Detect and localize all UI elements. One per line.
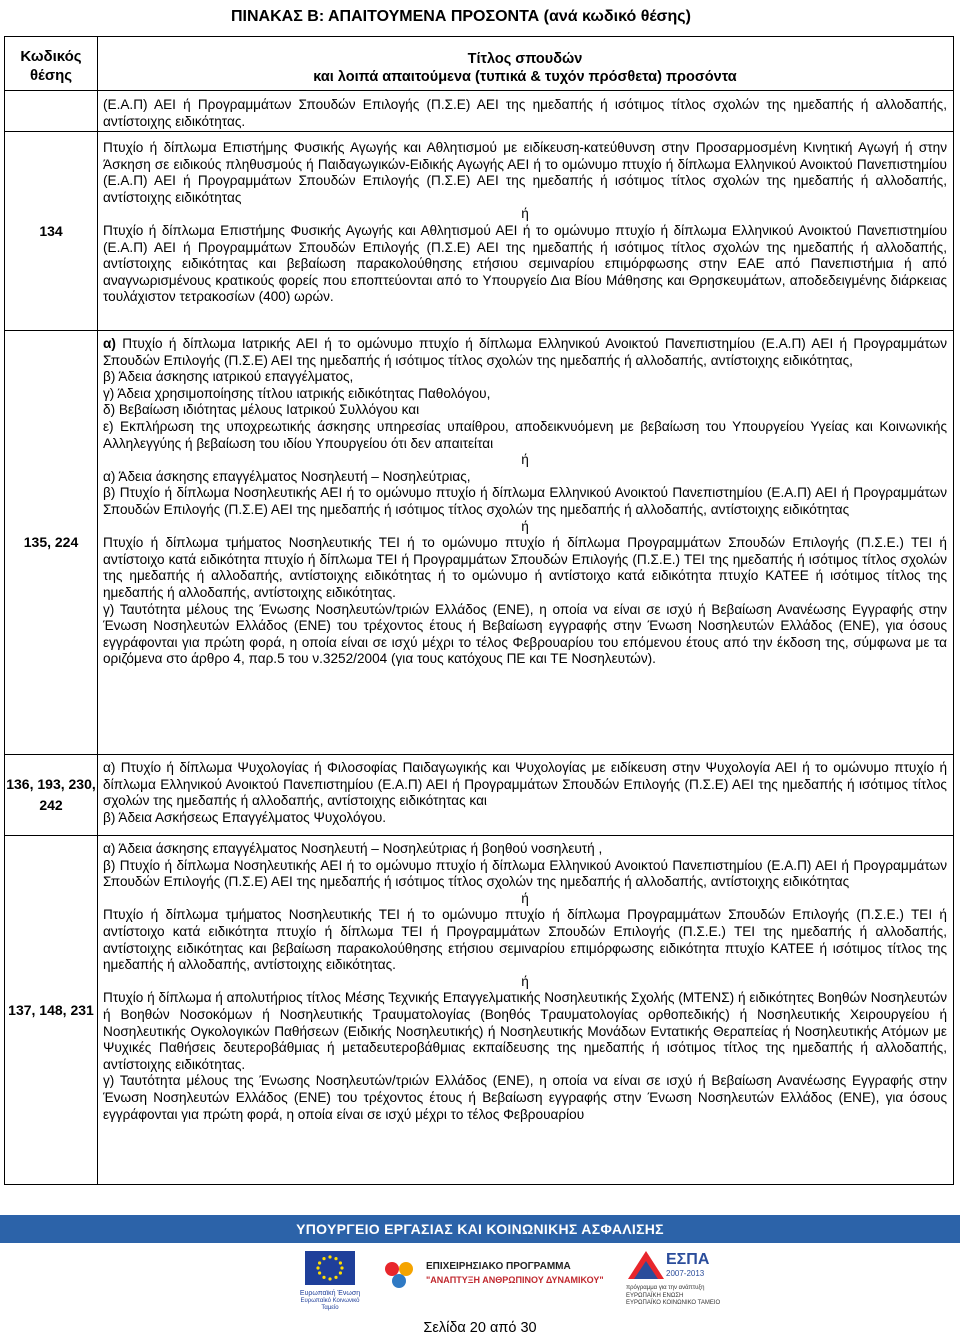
paragraph: γ) Άδεια χρησιμοποίησης τίτλου ιατρικής ειδικότητας Παθολόγου, [103,385,491,401]
espa-subtitle: πρόγραμμα για την ανάπτυξη [626,1285,705,1291]
espa-caption-2: ΕΥΡΩΠΑΪΚΟ ΚΟΙΝΩΝΙΚΟ ΤΑΜΕΙΟ [626,1300,721,1306]
desc-header-line2: και λοιπά απαιτούμενα (τυπικά & τυχόν πρόσθετα) προσόντα [313,69,737,85]
paragraph: Πτυχίο ή δίπλωμα ή απολυτήριος τίτλος Μέσης Τεχνικής Επαγγελματικής Νοσηλευτικής Σχολής (ΜΤΕΝΣ) ή ειδικότητες Βοηθών Νοσηλευτών ή Βοηθών Νοσοκόμων ή Νοσηλευτικής Τραυματολογίας (Βοηθός Τραυματολογίας ορθοπεδικής) ή Νοσηλευτικής Χειρουργείου ή Νοσηλευτικής Ογκολογικών Παθήσεων (Ειδικής Νοσηλευτικής) ή Νοσηλευτικής Μονάδων Εντατικής Θεραπείας ή Νοσηλευτικής Ατόμων με Ψυχικές Παθήσεις δευτεροβάθμιας ή μεταδευτεροβάθμιας εκπαίδευσης της ημεδαπής ή ισότιμος τίτλος της ημεδαπής ή αλλοδαπής, αντίστοιχης ειδικότητας. [103,990,947,1072]
requirements-table [4,36,954,1185]
table-row [5,132,954,331]
paragraph-text: Πτυχίο ή δίπλωμα Ιατρικής ΑΕΙ ή το ομώνυμο πτυχίο ή δίπλωμα Ελληνικού Ανοικτού Πανεπιστημίου (Ε.Α.Π) ΑΕΙ ή Προγραμμάτων Σπουδών Επιλογής (Π.Σ.Ε) ΑΕΙ της ημεδαπής ή ισότιμος τίτλος σχολών της ημεδαπής ή αλλοδαπής, αντίστοιχης ειδικότητας, [103,336,947,368]
code-header-line2: θέσης [29,66,73,84]
table-row [5,331,954,755]
content-cell [98,132,954,331]
paragraph: β) Πτυχίο ή δίπλωμα Νοσηλευτικής ΑΕΙ ή το ομώνυμο πτυχίο ή δίπλωμα Ελληνικού Ανοικτού Πανεπιστημίου (Ε.Α.Π) ΑΕΙ ή Προγραμμάτων Σπουδών Επιλογής (Π.Σ.Ε) ΑΕΙ της ημεδαπής ή ισότιμος τίτλος σχολών της ημεδαπής ή αλλοδαπής, αντίστοιχης ειδικότητας [103,485,947,517]
or-separator: ή [521,518,529,534]
paragraph: α) Άδεια άσκησης επαγγέλματος Νοσηλευτή – Νοσηλεύτριας ή βοηθού νοσηλευτή , [103,841,603,856]
table-row [5,755,954,836]
program-title: ΕΠΙΧΕΙΡΗΣΙΑΚΟ ΠΡΟΓΡΑΜΜΑ [426,1261,571,1272]
page-number: Σελίδα 20 από 30 [423,1320,537,1336]
paragraph: Πτυχίο ή δίπλωμα τμήματος Νοσηλευτικής ΤΕΙ ή το ομώνυμο πτυχίο ή δίπλωμα Προγραμμάτων Σπουδών Επιλογής (Π.Σ.Ε.) ΤΕΙ ή αντίστοιχο κατά ειδικότητα πτυχίο ή δίπλωμα ΤΕΙ ή Προγραμμάτων Σπουδών Επιλογής (Π.Σ.Ε.) ΤΕΙ της ημεδαπής ή ισότιμος τίτλος σχολών της ημεδαπής ή αλλοδαπής, αντίστοιχης ειδικότητας ή το ομώνυμο ή αντίστοιχο κατά ειδικότητα πτυχίο ΚΑΤΕΕ ή ισότιμος τίτλος της ημεδαπής ή αλλοδαπής, αντίστοιχης ειδικότητας. [103,535,947,600]
espa-logo [626,1249,722,1311]
desc-header-cell [98,37,954,91]
eu-caption: Ευρωπαϊκή Ένωση [299,1290,361,1297]
paragraph: β) Άδεια άσκησης ιατρικού επαγγέλματος, [103,369,354,385]
espa-years: 2007-2013 [666,1269,705,1278]
code-header-cell [5,37,98,91]
content-cell [98,836,954,1185]
table-header-row [5,37,954,91]
or-separator: ή [521,206,529,222]
program-subtitle: "ΑΝΑΠΤΥΞΗ ΑΝΘΡΩΠΙΝΟΥ ΔΥΝΑΜΙΚΟΥ" [426,1275,604,1285]
paragraph: β) Άδεια Ασκήσεως Επαγγέλματος Ψυχολόγου. [103,809,387,825]
program-emblem-icon [380,1257,420,1293]
espa-caption: ΕΥΡΩΠΑΪΚΗ ΕΝΩΣΗ [626,1293,684,1299]
eu-subcaption: Ευρωπαϊκό Κοινωνικό Ταμείο [300,1298,360,1311]
paragraph: α) Άδεια άσκησης επαγγέλματος Νοσηλευτή – Νοσηλεύτριας, [103,468,471,484]
page-title: ΠΙΝΑΚΑΣ Β: ΑΠΑΙΤΟΥΜΕΝΑ ΠΡΟΣΟΝΤΑ (ανά κωδικό θέσης) [231,8,691,25]
paragraph: γ) Ταυτότητα μέλους της Ένωσης Νοσηλευτών/τριών Ελλάδος (ΕΝΕ), η οποία να είναι σε ισχύ ή Βεβαίωση Ανανέωσης Εγγραφής στην Ένωση Νοσηλευτών Ελλάδος (ΕΝΕ) του τρέχοντος έτους ή Βεβαίωση εγγραφής στην Ένωση Νοσηλευτών Ελλάδος (ΕΝΕ), για όσους εγγράφονται για πρώτη φορά, η οποία είναι σε ισχύ μέχρι το τέλος Φεβρουαρίου [103,1073,947,1122]
content-cell [98,755,954,836]
code-cell: 134 [5,132,98,331]
or-separator: ή [521,973,529,989]
code-cell: 135, 224 [5,331,98,755]
eu-logo [295,1251,365,1312]
code-cell: 137, 148, 231 [5,836,98,1185]
paragraph: α) Πτυχίο ή δίπλωμα Ιατρικής ΑΕΙ ή το ομώνυμο πτυχίο ή δίπλωμα Ελληνικού Ανοικτού Πανεπιστημίου (Ε.Α.Π) ΑΕΙ ή Προγραμμάτων Σπουδών Επιλογής (Π.Σ.Ε) ΑΕΙ της ημεδαπής ή ισότιμος τίτλος σχολών της ημεδαπής ή αλλοδαπής, αντίστοιχης ειδικότητας, [103,336,947,368]
code-cell [5,91,98,132]
code-cell: 136, 193, 230, 242 [5,755,98,836]
or-separator: ή [521,890,529,906]
footer-banner [0,1215,960,1315]
logos-strip [0,1243,960,1315]
paragraph: (Ε.Α.Π) ΑΕΙ ή Προγραμμάτων Σπουδών Επιλογής (Π.Σ.Ε) ΑΕΙ της ημεδαπής ή ισότιμος τίτλος σχολών της ημεδαπής ή αλλοδαπής, αντίστοιχης ειδικότητας. [103,97,947,129]
ministry-bar: ΥΠΟΥΡΓΕΙΟ ΕΡΓΑΣΙΑΣ ΚΑΙ ΚΟΙΝΩΝΙΚΗΣ ΑΣΦΑΛΙΣΗΣ [0,1215,960,1243]
table-row [5,836,954,1185]
espa-title: ΕΣΠΑ [666,1251,710,1268]
content-cell [98,331,954,755]
paragraph: ε) Εκπλήρωση της υποχρεωτικής άσκησης υπηρεσίας υπαίθρου, αποδεικνυόμενη με βεβαίωση του Υπουργείου Υγείας και Κοινωνικής Αλληλεγγύης ή βεβαίωση του ιδίου Υπουργείου ότι δεν απαιτείται [103,418,947,451]
paragraph: γ) Ταυτότητα μέλους της Ένωσης Νοσηλευτών/τριών Ελλάδος (ΕΝΕ), η οποία να είναι σε ισχύ ή Βεβαίωση Ανανέωσης Εγγραφής στην Ένωση Νοσηλευτών Ελλάδος (ΕΝΕ) του τρέχοντος έτους ή Βεβαίωση εγγραφής στην Ένωση Νοσηλευτών Ελλάδος (ΕΝΕ), για όσους εγγράφονται για πρώτη φορά, η οποία είναι σε ισχύ μέχρι το τέλος Φεβρουαρίου του επόμενου έτους από την έκδοση της, σύμφωνα με τα οριζόμενα στο άρθρο 4, παρ.5 του ν.3252/2004 (για τους κατόχους ΠΕ και ΤΕ Νοσηλευτών). [103,601,947,667]
paragraph: δ) Βεβαίωση ιδιότητας μέλους Ιατρικού Συλλόγου και [103,402,420,418]
paragraph: β) Πτυχίο ή δίπλωμα Νοσηλευτικής ΑΕΙ ή το ομώνυμο πτυχίο ή δίπλωμα Ελληνικού Ανοικτού Πανεπιστημίου (Ε.Α.Π) ΑΕΙ ή Προγραμμάτων Σπουδών Επιλογής (Π.Σ.Ε) ΑΕΙ της ημεδαπής ή ισότιμος τίτλος σχολών της ημεδαπής ή αλλοδαπής, αντίστοιχης ειδικότητας [103,857,947,890]
paragraph: Πτυχίο ή δίπλωμα τμήματος Νοσηλευτικής ΤΕΙ ή το ομώνυμο πτυχίο ή δίπλωμα Προγραμμάτων Σπουδών Επιλογής (Π.Σ.Ε.) ΤΕΙ ή αντίστοιχο κατά ειδικότητα πτυχίο ή δίπλωμα ΤΕΙ ή Προγραμμάτων Σπουδών Επιλογής (Π.Σ.Ε.) ΤΕΙ της ημεδαπής ή αλλοδαπής, αντίστοιχης ειδικότητας και βεβαίωση παρακολούθησης ετήσιου σεμιναρίου επιμόρφωσης ειδικότητα πτυχίο ΚΑΤΕΕ ή ισότιμος τίτλος της ημεδαπής ή αλλοδαπής, αντίστοιχης ειδικότητας. [103,907,947,973]
or-separator: ή [521,452,529,468]
code-header-line1: Κωδικός [20,47,82,65]
desc-header-line1: Τίτλος σπουδών [467,51,583,67]
paragraph: α) Πτυχίο ή δίπλωμα Ψυχολογίας ή Φιλοσοφίας Παιδαγωγικής και Ψυχολογίας με ειδίκευση στην Ψυχολογία ΑΕΙ ή το ομώνυμο πτυχίο ή δίπλωμα Ελληνικού Ανοικτού Πανεπιστημίου (Ε.Α.Π) ΑΕΙ ή Προγραμμάτων Σπουδών Επιλογής (Π.Σ.Ε) ΑΕΙ της ημεδαπής ή ισότιμος τίτλος σχολών της ημεδαπής ή αλλοδαπής, αντίστοιχης ειδικότητας και [103,760,947,809]
paragraph: Πτυχίο ή δίπλωμα Επιστήμης Φυσικής Αγωγής και Αθλητισμού με ειδίκευση-κατεύθυνση στην Προσαρμοσμένη Κινητική Αγωγή ή στην Άσκηση σε ειδικούς πληθυσμούς ή Παιδαγωγικών-Ειδικής Αγωγής ΑΕΙ ή το ομώνυμο πτυχίο ή δίπλωμα Ελληνικού Ανοικτού Πανεπιστημίου (Ε.Α.Π) ΑΕΙ ή Προγραμμάτων Σπουδών Επιλογής (Π.Σ.Ε) ΑΕΙ της ημεδαπής ή ισότιμος τίτλος σχολών της ημεδαπής ή αλλοδαπής, αντίστοιχης ειδικότητας [103,140,947,205]
content-cell [98,91,954,132]
eu-flag-icon [305,1251,355,1285]
paragraph: Πτυχίο ή δίπλωμα Επιστήμης Φυσικής Αγωγής και Αθλητισμού ΑΕΙ ή το ομώνυμο πτυχίο ή δίπλωμα Ελληνικού Ανοικτού Πανεπιστημίου (Ε.Α.Π) ΑΕΙ ή Προγραμμάτων Σπουδών Επιλογής (Π.Σ.Ε) ΑΕΙ της ημεδαπής ή ισότιμος τίτλος σχολών της ημεδαπής ή αλλοδαπής, αντίστοιχης ειδικότητας και βεβαίωση παρακολούθησης ετήσιου σεμιναρίου επιμόρφωσης στην ΕΑΕ από Πανεπιστήμια ή από αναγνωρισμένους κρατικούς φορείς που εποπτεύονται από το Υπουργείο Δια Βίου Μάθησης και Θρησκευμάτων, αποδεδειγμένης διάρκειας τουλάχιστον τετρακοσίων (400) ωρών. [103,222,947,305]
table-row [5,91,954,132]
